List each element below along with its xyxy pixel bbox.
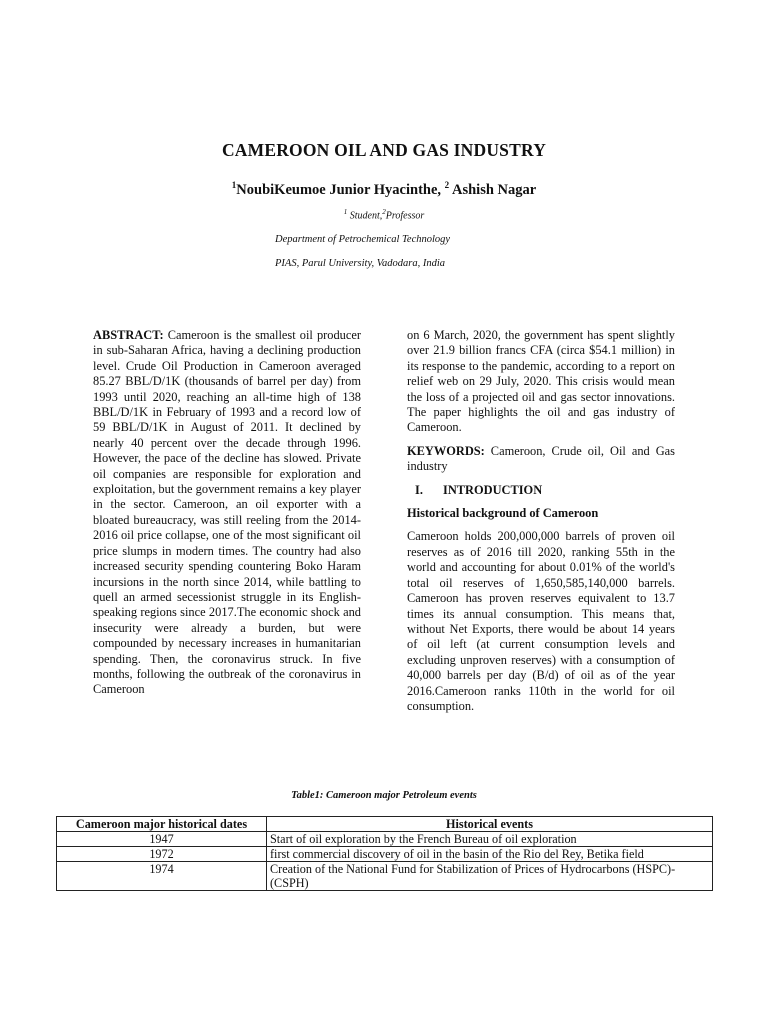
department-line: Department of Petrochemical Technology (275, 234, 451, 245)
author-1-name: NoubiKeumoe Junior Hyacinthe, (236, 181, 445, 198)
row-event: first commercial discovery of oil in the basin of the Rio del Rey, Betika field (267, 847, 713, 862)
right-column (407, 328, 675, 722)
row-date: 1974 (57, 862, 267, 891)
events-table (56, 816, 713, 891)
abstract-continuation: on 6 March, 2020, the government has spent slightly over 21.9 billion francs CFA (circa $54.1 million) in its response to the pandemic, according to a report on relief web on 29 July, 2020. This crisis would mean the loss of a projected oil and gas sector innovations. The paper highlights the oil and gas industry of Cameroon. (407, 328, 675, 435)
row-event: Creation of the National Fund for Stabilization of Prices of Hydrocarbons (HSPC)-(CSPH) (267, 862, 713, 891)
table-row (57, 832, 713, 847)
header-dates: Cameroon major historical dates (57, 817, 267, 832)
left-column (93, 328, 361, 706)
abstract-paragraph (93, 328, 361, 698)
row-event: Start of oil exploration by the French Bureau of oil exploration (267, 832, 713, 847)
paper-title: CAMEROON OIL AND GAS INDUSTRY (221, 140, 547, 160)
table-row (57, 847, 713, 862)
introduction-paragraph: Cameroon holds 200,000,000 barrels of proven oil reserves as of 2016 till 2020, ranking 55th in the world and accounting for about 0.01% of the world's total oil reserves of 1,650,585,140,000 barrels. Cameroon has proven reserves equivalent to 13.7 times its annual consumption. This means that, without Net Exports, there would be about 14 years of oil left (at current consumption levels and excluding unproven reserves) with a consumption of 40,000 barrels per day (B/d) of oil as of the year 2016.Cameroon ranks 110th in the world for oil consumption. (407, 529, 675, 713)
role-2: Professor (385, 210, 425, 222)
author-1-index: 1 (231, 180, 237, 190)
role-1: Student, (347, 210, 383, 222)
section-title: INTRODUCTION (443, 482, 543, 497)
keywords-text: Cameroon, Crude oil, Oil and Gas industry (407, 443, 675, 474)
keywords-label: KEYWORDS: (407, 443, 485, 458)
abstract-label: ABSTRACT: (93, 328, 164, 342)
role-1-index: 1 (343, 208, 348, 216)
author-2-index: 2 (444, 180, 450, 190)
section-number: I. (415, 482, 423, 497)
table-header-row (57, 817, 713, 832)
role-2-index: 2 (382, 208, 386, 216)
section-heading-introduction (407, 483, 675, 498)
header-events: Historical events (267, 817, 713, 832)
row-date: 1972 (57, 847, 267, 862)
abstract-text: Cameroon is the smallest oil producer in sub-Saharan Africa, having a declining production level. Crude Oil Production in Cameroon averaged 85.27 BBL/D/1K (thousands of barrel per day) from 1993 until 2020, reaching an all-time high of 138 BBL/D/1K in February of 1993 and a record low of 59 BBL/D/1K in August of 2011. It declined by nearly 40 percent over the decade through 1996. However, the pace of the decline has slowed. Private oil companies are responsible for exploration and exploitation, but the government remains a key player in the sector. Cameroon, an oil exporter with a bloated bureaucracy, was still reeling from the 2014-2016 oil price collapse, one of the most significant oil price slumps in modern times. The country had also increased security spending countering Boko Haram incursions in the north since 2014, while battling to quell an armed secessionist struggle in its English-speaking regions since 2017.The economic shock and insecurity were already a burden, but were compounded by necessary increases in humanitarian spending. Then, the coronavirus struck. In five months, following the outbreak of the coronavirus in Cameroon (93, 328, 361, 697)
author-line (0, 180, 768, 199)
table-row (57, 862, 713, 891)
author-roles (0, 208, 768, 221)
keywords-paragraph (407, 444, 675, 475)
subsection-heading: Historical background of Cameroon (407, 506, 599, 521)
author-2-name: Ashish Nagar (449, 181, 537, 198)
table-caption: Table1: Cameroon major Petroleum events (291, 790, 477, 801)
institution-line: PIAS, Parul University, Vadodara, India (275, 258, 446, 269)
row-date: 1947 (57, 832, 267, 847)
